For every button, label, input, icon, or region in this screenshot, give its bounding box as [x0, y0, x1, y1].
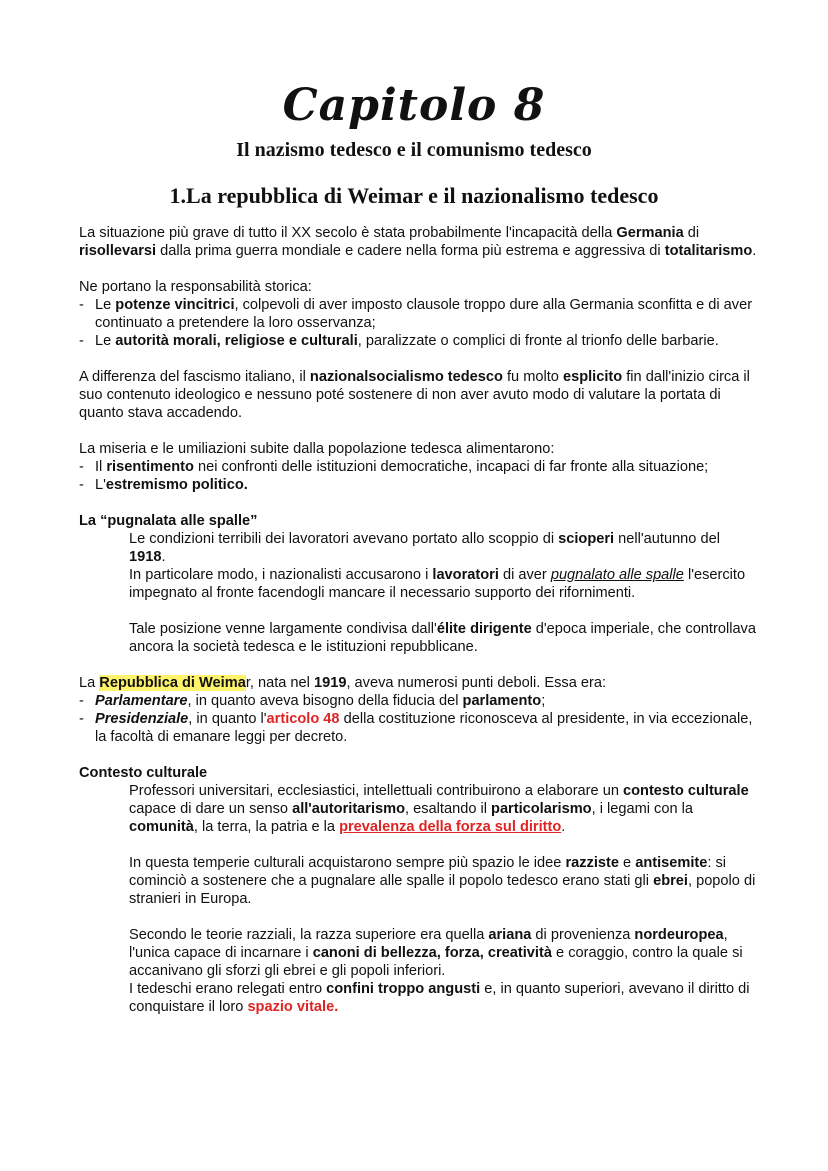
text: nell'autunno del [614, 531, 720, 547]
list-item [79, 296, 759, 332]
text: di provenienza [531, 927, 635, 943]
keyword: antisemite [635, 855, 708, 871]
list-item [79, 692, 759, 710]
paragraph [129, 980, 759, 1016]
keyword: Germania [616, 225, 684, 241]
text: Le condizioni terribili dei lavoratori avevano portato allo scoppio di [129, 531, 559, 547]
list-item [79, 458, 759, 476]
keyword: 1918 [129, 549, 162, 565]
text: , colpevoli di aver imposto clausole troppo dure alla Germania sconfitta e di aver continuato a pretendere la loro osservanza; [95, 297, 753, 331]
text: della costituzione riconosceva al presidente, in via eccezionale, la facoltà di emanare leggi per decreto. [95, 711, 753, 745]
red-underlined-phrase: prevalenza della forza sul diritto [339, 819, 562, 835]
text: dalla prima guerra mondiale e cadere nella forma più estrema e aggressiva di [156, 243, 665, 259]
list-item [79, 710, 759, 746]
keyword: potenze vincitrici [115, 297, 235, 313]
paragraph-weimar [79, 674, 759, 692]
text: , l'unica capace di incarnare i [129, 927, 728, 961]
text: : si cominciò a sostenere che a pugnalare alle spalle il popolo tedesco erano stati gli [129, 855, 727, 889]
keyword: all'autoritarismo [292, 801, 406, 817]
text: Tale posizione venne largamente condivisa dall' [129, 621, 437, 637]
text: di [683, 225, 700, 241]
text: In particolare modo, i nazionalisti accusarono i [129, 567, 433, 583]
text: La situazione più grave di tutto il XX secolo è stata probabilmente l'incapacità della [79, 225, 617, 241]
list-item [79, 476, 759, 494]
text: l'esercito impegnato al fronte facendogli mancare il necessario supporto dei rifornimenti. [129, 567, 746, 601]
text: di aver [498, 567, 551, 583]
keyword: 1919 [313, 675, 347, 691]
keyword: totalitarismo [664, 243, 753, 259]
section-title: 1.La repubblica di Weimar e il nazionalismo tedesco [169, 183, 659, 208]
text: , la terra, la patria e la [193, 819, 340, 835]
paragraph [129, 782, 759, 836]
paragraph [129, 530, 759, 566]
text: e coraggio, contro la quale si accanivano gli sforzi gli ebrei e gli popoli inferiori. [129, 945, 743, 979]
keyword: razziste [565, 855, 619, 871]
chapter-subtitle: Il nazismo tedesco e il comunismo tedesco [236, 139, 592, 161]
keyword: nordeuropea [634, 927, 724, 943]
keyword: risentimento [106, 459, 194, 475]
text: , in quanto l' [188, 711, 267, 727]
red-keyword: spazio vitale. [247, 999, 339, 1015]
text: Le [95, 333, 116, 349]
dash-bullet: - [79, 333, 84, 349]
text: I tedeschi erano relegati entro [129, 981, 327, 997]
text: . [161, 549, 166, 565]
keyword: ebrei [653, 873, 688, 889]
text: nei confronti delle istituzioni democratiche, incapaci di far fronte alla situazione; [193, 459, 709, 475]
text: . [752, 243, 757, 259]
underlined-phrase: pugnalato alle spalle [550, 567, 684, 583]
keyword: esplicito [562, 369, 623, 385]
keyword: scioperi [558, 531, 615, 547]
keyword: canoni di bellezza, forza, creatività [312, 945, 552, 961]
text: Le [95, 297, 116, 313]
keyword: élite dirigente [436, 621, 532, 637]
keyword: estremismo politico. [105, 477, 248, 493]
subsection-body [79, 530, 759, 656]
text: e [618, 855, 636, 871]
paragraph-intro [79, 224, 759, 260]
highlighted-keyword: Repubblica di Weima [99, 675, 246, 691]
text: e, in quanto superiori, avevano il diritto di conquistare il loro [129, 981, 750, 1015]
text: , popolo di stranieri in Europa. [129, 873, 756, 907]
text: , esaltando il [405, 801, 492, 817]
keyword: risollevarsi [79, 243, 157, 259]
text: , i legami con la [591, 801, 694, 817]
text: , aveva numerosi punti deboli. Essa era: [346, 675, 607, 691]
dash-bullet: - [79, 477, 84, 493]
paragraph-nazism [79, 368, 759, 422]
keyword: autorità morali, religiose e culturali [115, 333, 358, 349]
text: d'epoca imperiale, che controllava ancora la società tedesca e le istituzioni repubblicane. [129, 621, 756, 655]
text: fu molto [502, 369, 563, 385]
keyword: confini troppo angusti [326, 981, 481, 997]
text: A differenza del fascismo italiano, il [79, 369, 310, 385]
dash-bullet: - [79, 693, 84, 709]
list-item [79, 332, 759, 350]
text: . [561, 819, 566, 835]
subsection-title-cultural-context: Contesto culturale [79, 765, 208, 781]
dash-bullet: - [79, 297, 84, 313]
keyword: parlamento [462, 693, 542, 709]
text: Professori universitari, ecclesiastici, intellettuali contribuirono a elaborare un [129, 783, 623, 799]
keyword: Parlamentare [95, 693, 188, 709]
keyword: comunità [129, 819, 194, 835]
dash-bullet: - [79, 711, 84, 727]
text: L' [95, 477, 106, 493]
subsection-title-stab-in-the-back: La “pugnalata alle spalle” [79, 513, 258, 529]
text: fin dall'inizio circa il suo contenuto ideologico e nessuno poté sostenere di non aver avuto modo di valutare la portata di quanto stava accadendo. [79, 369, 750, 421]
keyword: particolarismo [491, 801, 592, 817]
text: ; [541, 693, 546, 709]
keyword: contesto culturale [623, 783, 749, 799]
paragraph [129, 620, 759, 656]
text: Il [95, 459, 107, 475]
text: La [79, 675, 100, 691]
paragraph [129, 566, 759, 602]
text: , in quanto aveva bisogno della fiducia del [187, 693, 463, 709]
red-keyword: articolo 48 [266, 711, 340, 727]
subsection-body [79, 782, 759, 1016]
text: Secondo le teorie razziali, la razza superiore era quella [129, 927, 489, 943]
keyword: lavoratori [432, 567, 499, 583]
paragraph-misery-intro: La miseria e le umiliazioni subite dalla popolazione tedesca alimentarono: [79, 441, 555, 457]
keyword: nazionalsocialismo tedesco [309, 369, 503, 385]
text: r, nata nel [245, 675, 314, 691]
document-body [79, 224, 759, 1016]
paragraph [129, 854, 759, 908]
text: capace di dare un senso [129, 801, 293, 817]
paragraph [129, 926, 759, 980]
dash-bullet: - [79, 459, 84, 475]
keyword: Presidenziale [95, 711, 189, 727]
text: In questa temperie culturali acquistarono sempre più spazio le idee [129, 855, 566, 871]
keyword: ariana [488, 927, 532, 943]
chapter-title: Capitolo 8 [282, 80, 546, 131]
paragraph-responsibility-intro: Ne portano la responsabilità storica: [79, 279, 312, 295]
text: , paralizzate o complici di fronte al trionfo delle barbarie. [357, 333, 719, 349]
